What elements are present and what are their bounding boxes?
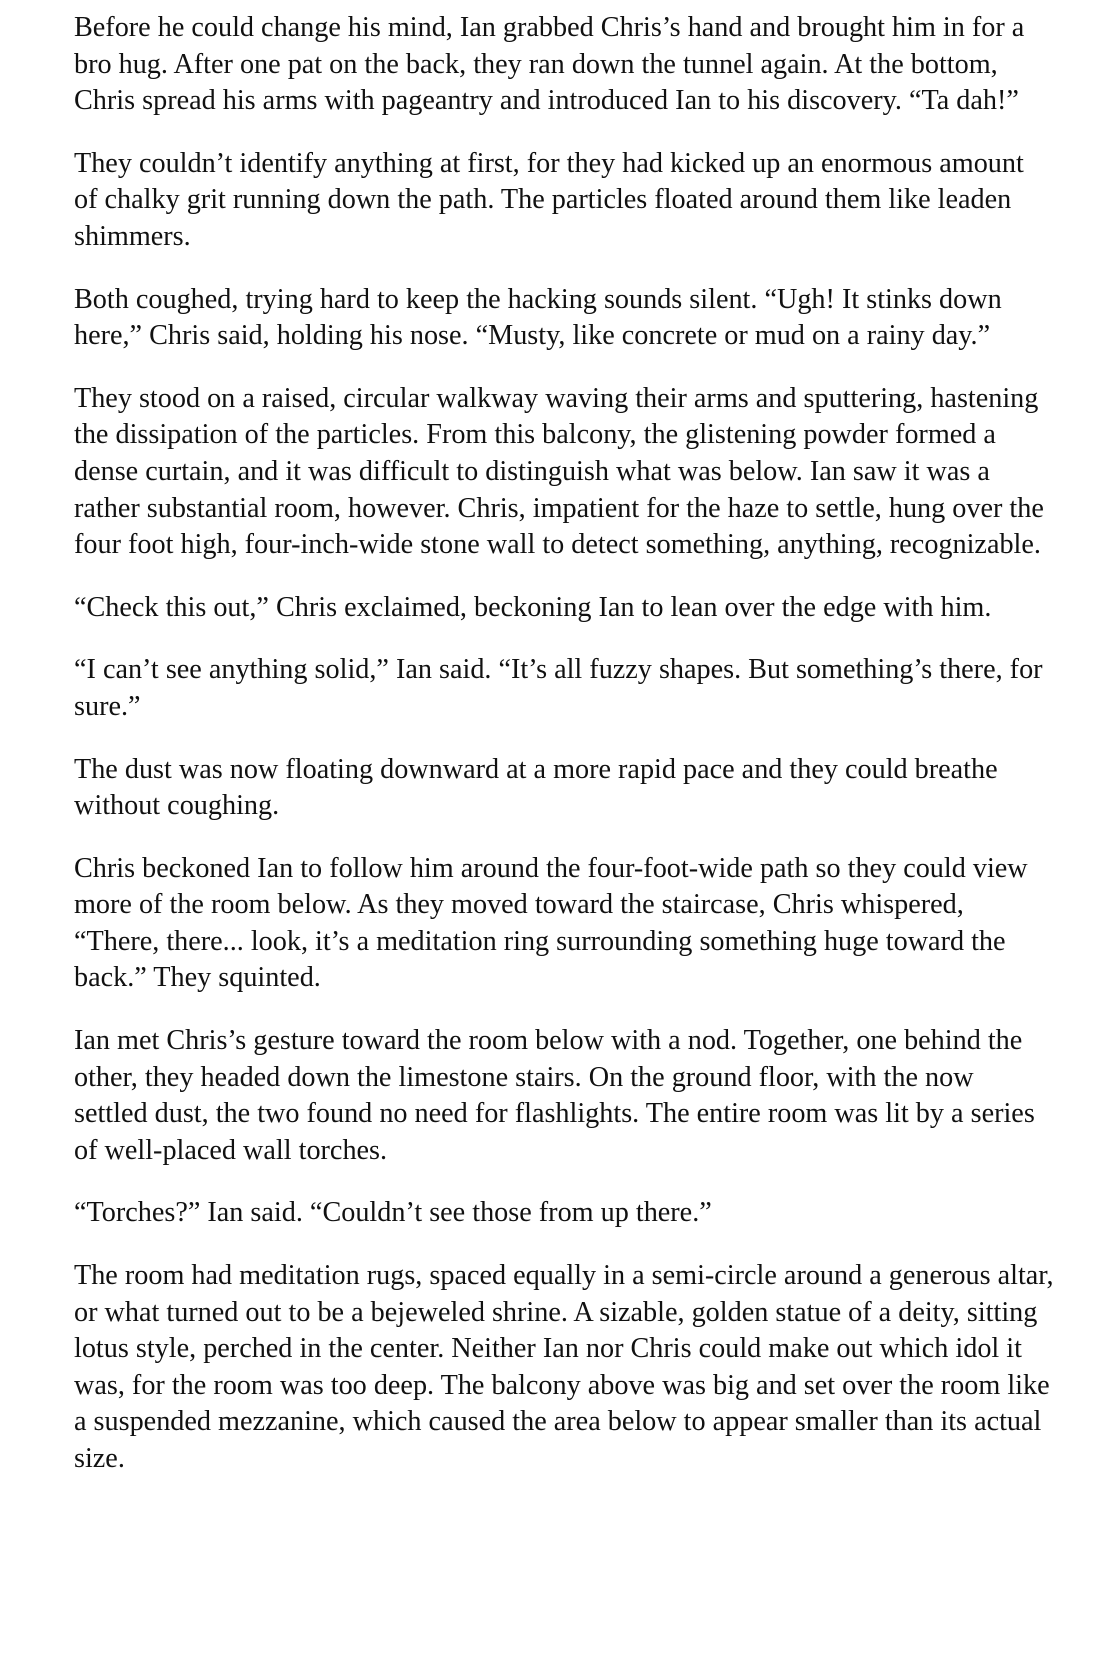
paragraph: “Torches?” Ian said. “Couldn’t see those from up there.” [74,1197,712,1229]
paragraph: Both coughed, trying hard to keep the hacking sounds silent. “Ugh! It stinks down here,” Chris said, holding his nose. “Musty, like concrete or mud on a rainy day.” [74,283,1002,352]
document-page [74,10,1054,1504]
paragraph: The dust was now floating downward at a more rapid pace and they could breathe without coughing. [74,753,998,822]
paragraph: “I can’t see anything solid,” Ian said. “It’s all fuzzy shapes. But something’s there, for sure.” [74,654,1043,722]
paragraph: Before he could change his mind, Ian grabbed Chris’s hand and brought him in for a bro hug. After one pat on the back, they ran down the tunnel again. At the bottom, Chris spread his arms with pageantry and introduced Ian to his discovery. “Ta dah!” [74,12,1025,117]
paragraph: They couldn’t identify anything at first, for they had kicked up an enormous amount of chalky grit running down the path. The particles floated around them like leaden shimmers. [74,147,1024,252]
paragraph: They stood on a raised, circular walkway waving their arms and sputtering, hastening the dissipation of the particles. From this balcony, the glistening powder formed a dense curtain, and it was difficult to distinguish what was below. Ian saw it was a rather substantial room, however. Chris, impatient for the haze to settle, hung over the four foot high, four-inch-wide stone wall to detect something, anything, recognizable. [74,382,1044,561]
paragraph: The room had meditation rugs, spaced equally in a semi-circle around a generous altar, or what turned out to be a bejeweled shrine. A sizable, golden statue of a deity, sitting lotus style, perched in the center. Neither Ian nor Chris could make out which idol it was, for the room was too deep. The balcony above was big and set over the room like a suspended mezzanine, which caused the area below to appear smaller than its actual size. [74,1260,1054,1474]
paragraph: Chris beckoned Ian to follow him around the four-foot-wide path so they could view more of the room below. As they moved toward the staircase, Chris whispered, “There, there... look, it’s a meditation ring surrounding something huge toward the back.” They squinted. [74,852,1028,994]
paragraph: “Check this out,” Chris exclaimed, beckoning Ian to lean over the edge with him. [74,591,992,623]
paragraph: Ian met Chris’s gesture toward the room below with a nod. Together, one behind the other, they headed down the limestone stairs. On the ground floor, with the now settled dust, the two found no need for flashlights. The entire room was lit by a series of well-placed wall torches. [74,1025,1035,1166]
